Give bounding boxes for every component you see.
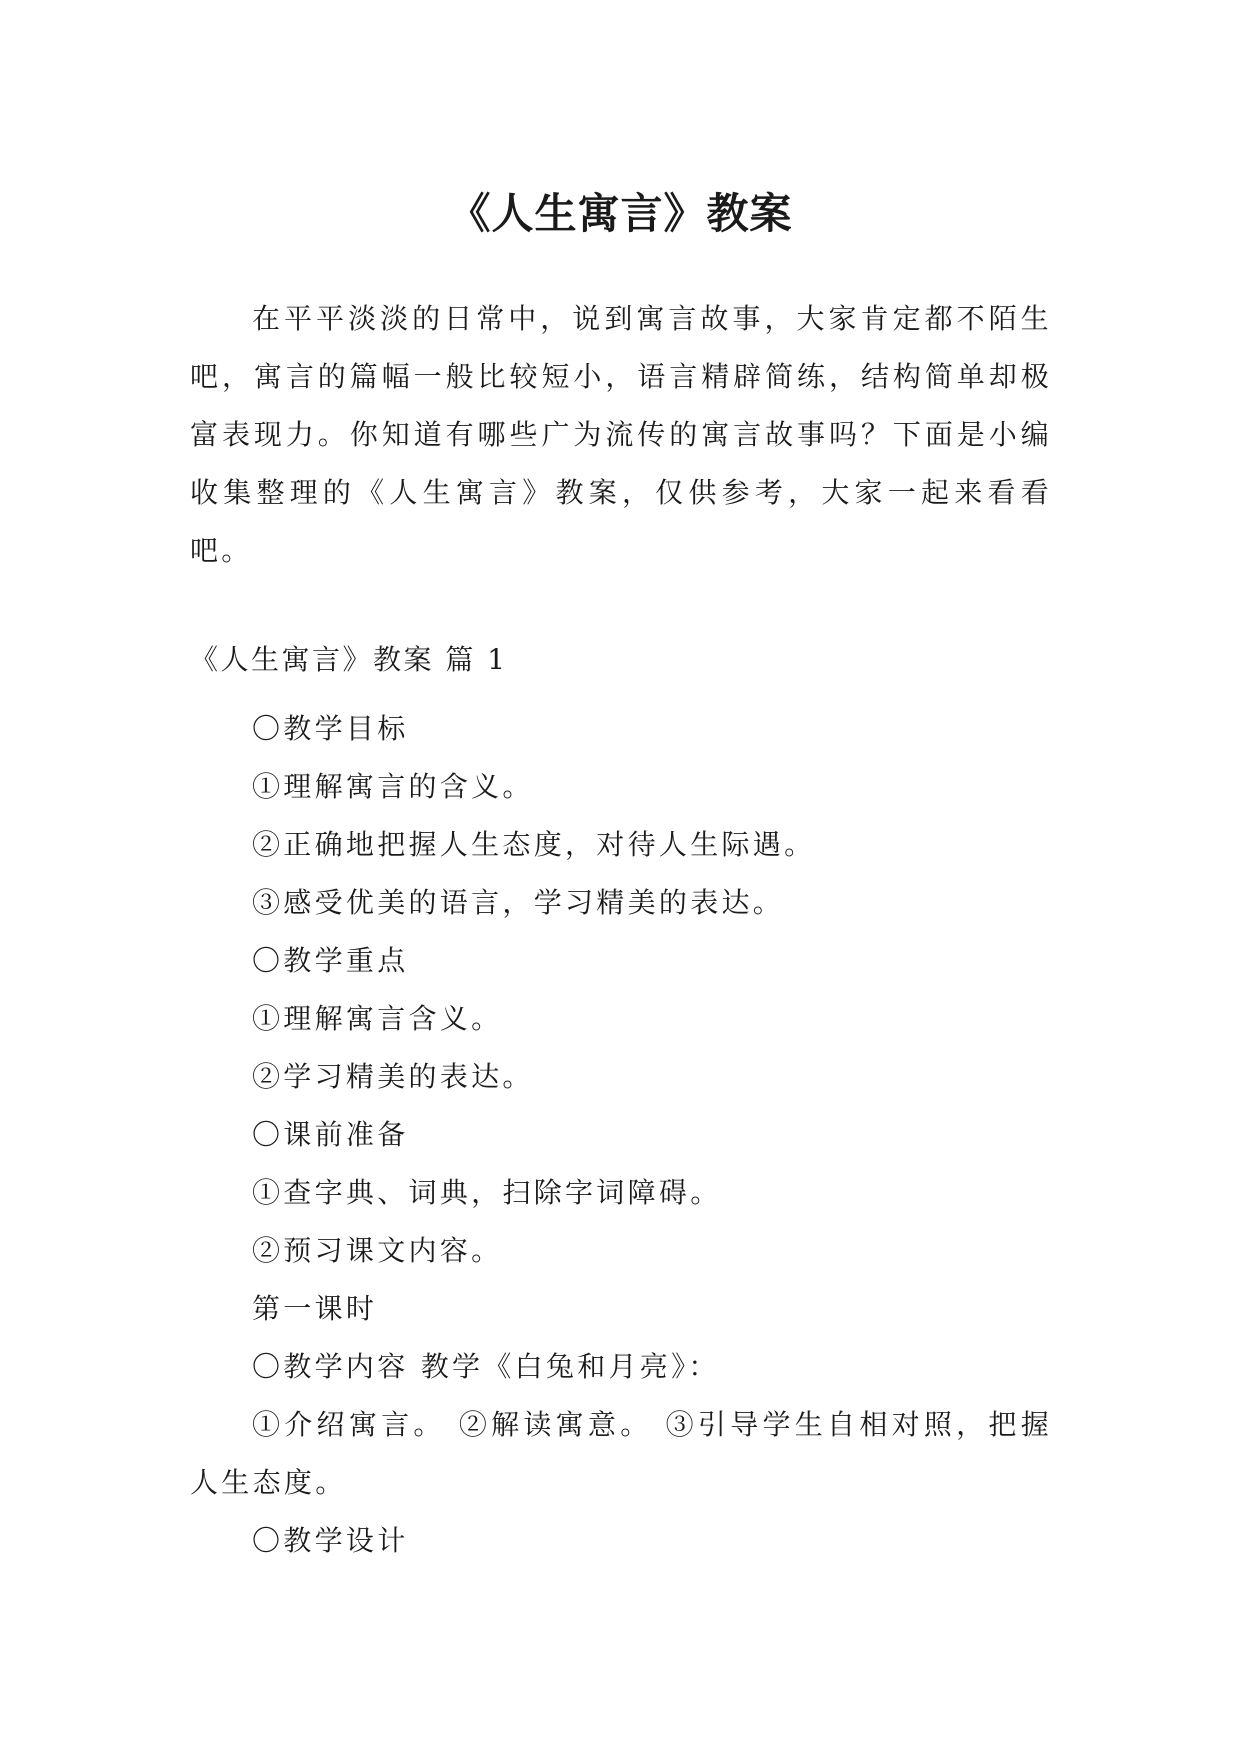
preparation-item: ①查字典、词典，扫除字词障碍。 [252, 1176, 722, 1209]
heading-teaching-focus: 〇教学重点 [252, 944, 409, 977]
document-title: 《人生寓言》教案 [448, 189, 793, 239]
focus-item: ①理解寓言含义。 [252, 1002, 503, 1035]
preparation-item: ②预习课文内容。 [252, 1234, 503, 1267]
focus-item: ②学习精美的表达。 [252, 1060, 534, 1093]
content-items: ①介绍寓言。 ②解读寓意。 ③引导学生自相对照，把握人生态度。 [190, 1408, 1052, 1499]
heading-teaching-goals: 〇教学目标 [252, 712, 409, 745]
heading-teaching-design: 〇教学设计 [252, 1524, 409, 1557]
lesson-plan-body [190, 700, 1052, 1570]
goal-item: ①理解寓言的含义。 [252, 770, 534, 803]
heading-teaching-content: 〇教学内容 教学《白兔和月亮》： [252, 1350, 720, 1383]
heading-preparation: 〇课前准备 [252, 1118, 409, 1151]
lesson-period-heading: 第一课时 [252, 1292, 378, 1325]
intro-paragraph: 在平平淡淡的日常中，说到寓言故事，大家肯定都不陌生吧，寓言的篇幅一般比较短小，语言精辟简练，结构简单却极富表现力。你知道有哪些广为流传的寓言故事吗？下面是小编收集整理的《人生寓言》教案，仅供参考，大家一起来看看吧。 [190, 302, 1052, 567]
goal-item: ②正确地把握人生态度，对待人生际遇。 [252, 828, 816, 861]
section-heading: 《人生寓言》教案 篇 1 [190, 643, 508, 676]
goal-item: ③感受优美的语言，学习精美的表达。 [252, 886, 785, 919]
